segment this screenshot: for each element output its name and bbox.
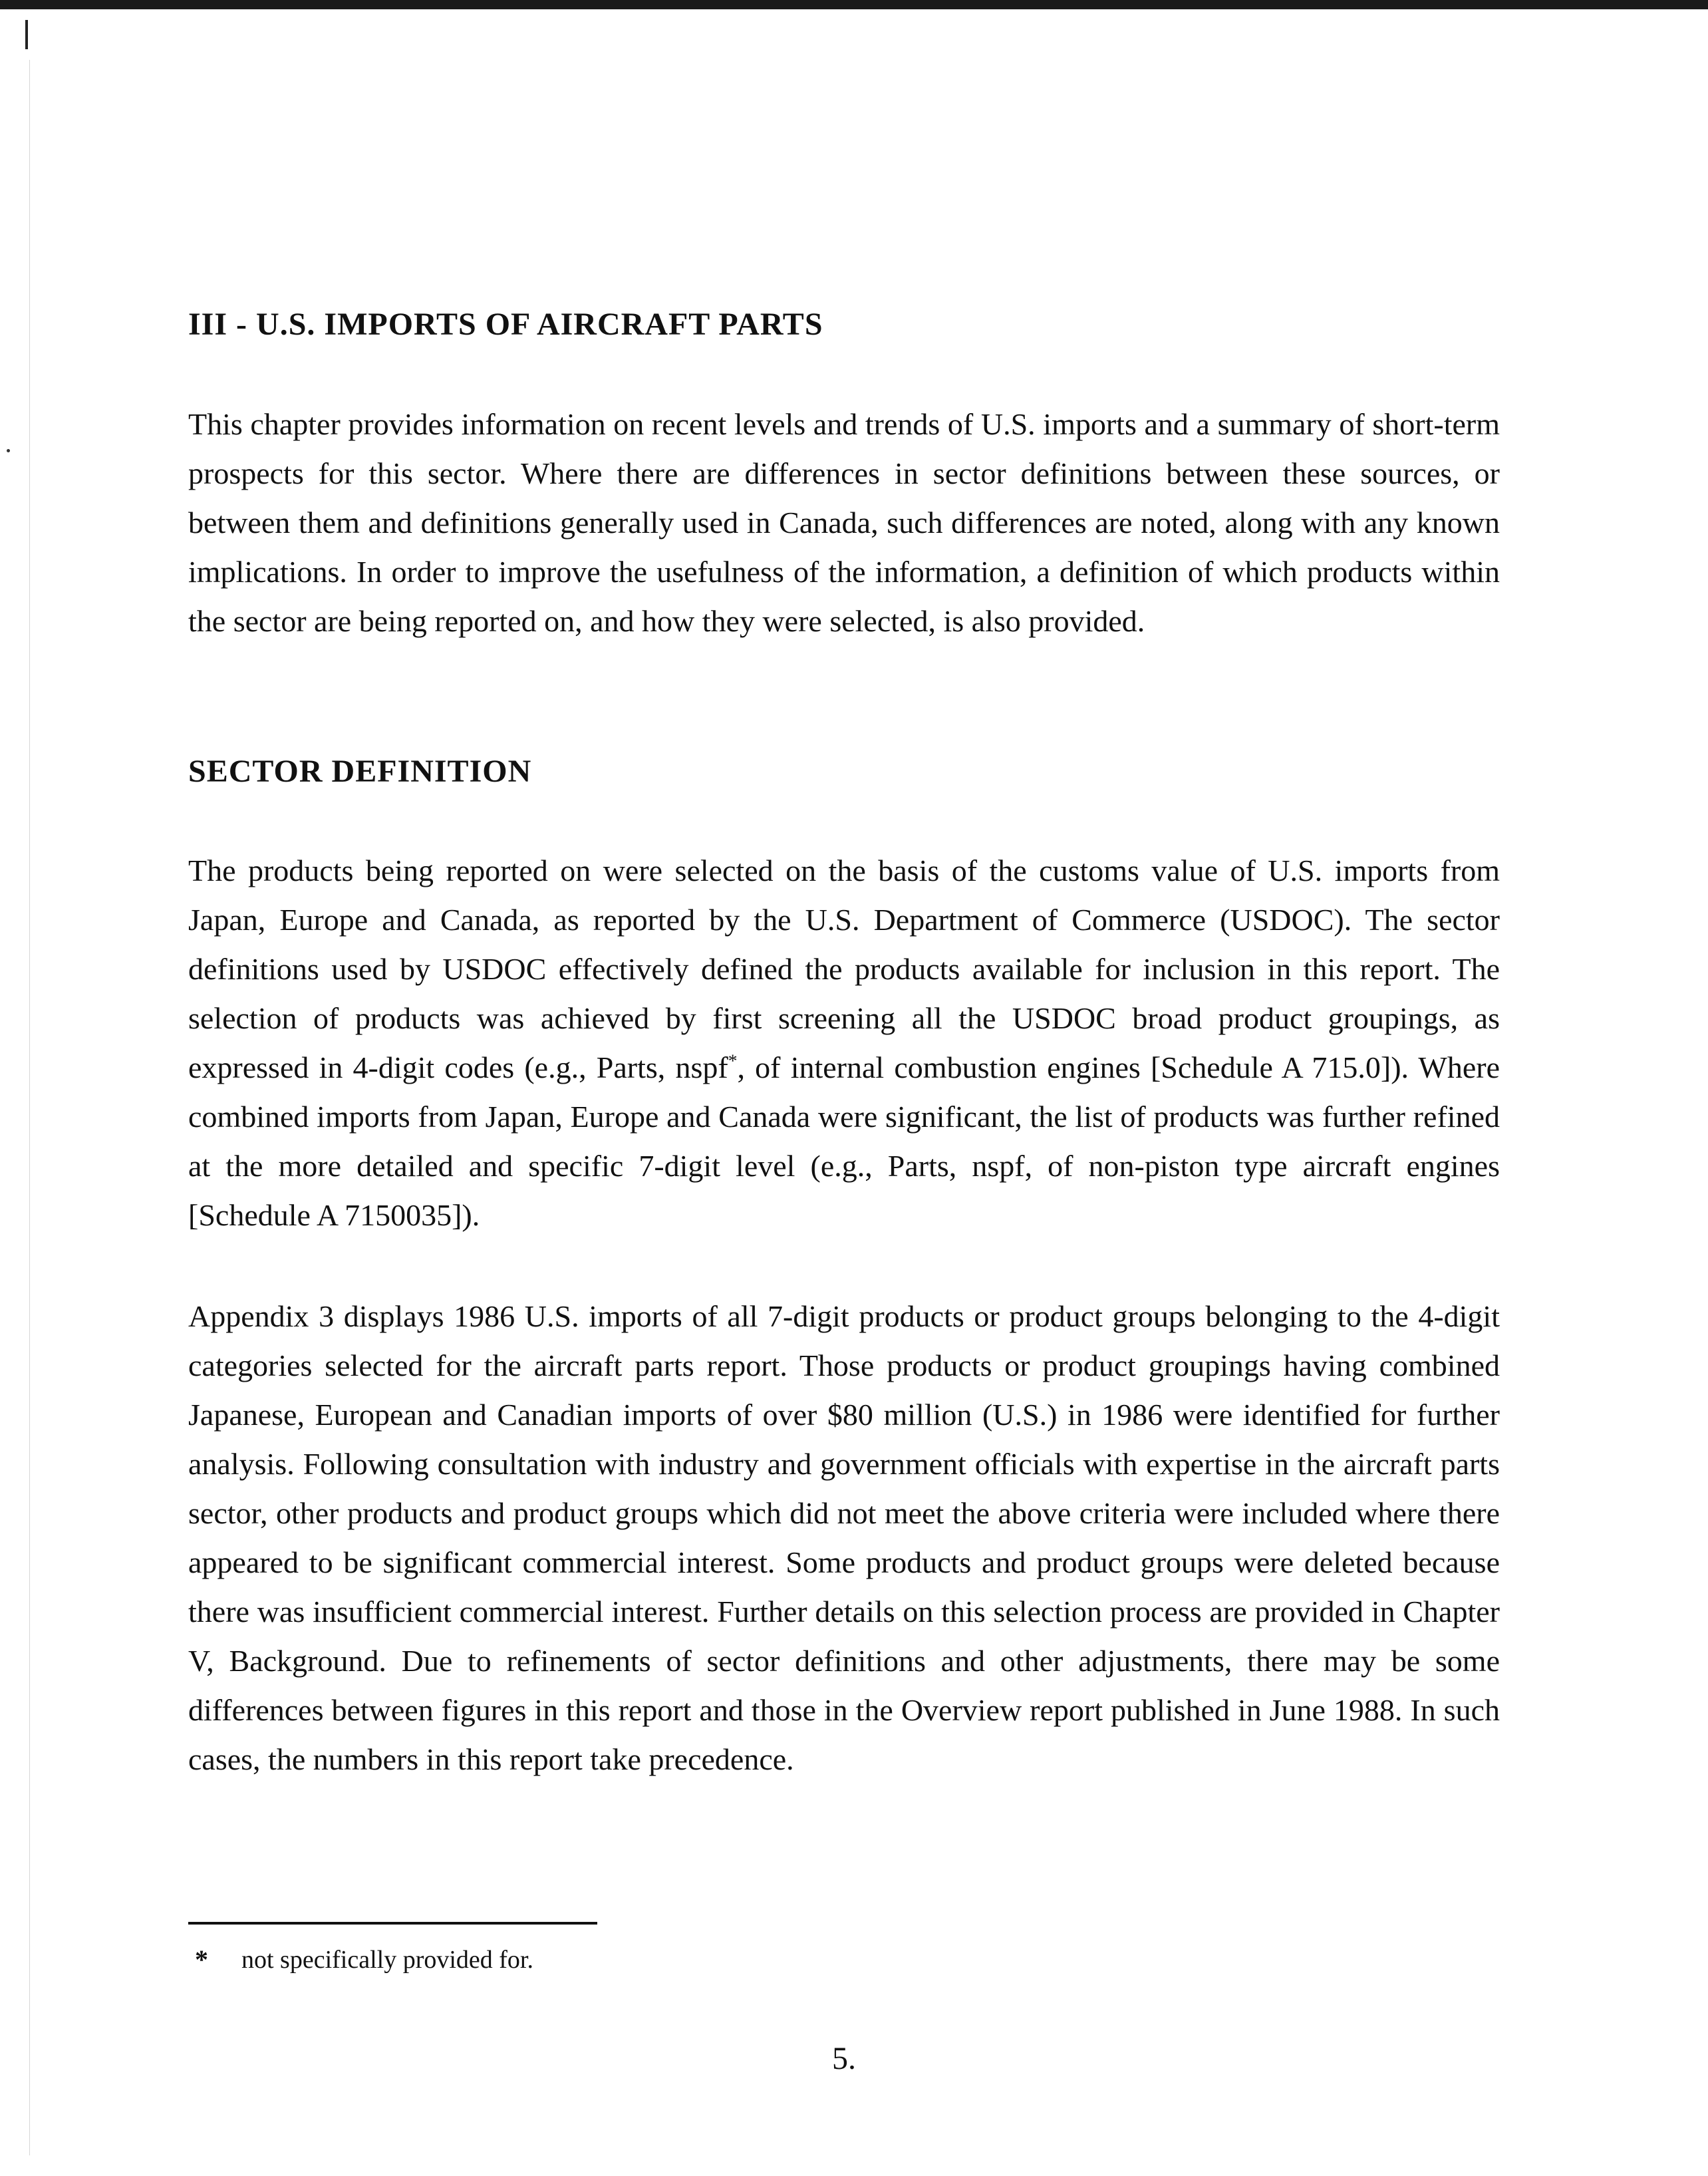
sector-paragraph-part-2: , of internal combustion engines [Schedule A 715.0]). Where combined imports from Japan, Europe and Canada were significant, the list of products was further refined at the more detailed and specific 7-digit level (e.g., Parts, nspf, of non-piston type aircraft engines [Schedule A 7150035]). (188, 1050, 1500, 1232)
scan-dot (7, 449, 10, 452)
footnote-rule (188, 1922, 597, 1925)
footnote-text: not specifically provided for. (241, 1946, 533, 1974)
appendix-paragraph: Appendix 3 displays 1986 U.S. imports of all 7-digit products or product groups belonging to the 4-digit categories selected for the aircraft parts report. Those products or product groupings having combined Japanese, European and Canadian imports of over $80 million (U.S.) in 1986 were identified for further analysis. Following consultation with industry and government officials with expertise in the aircraft parts sector, other products and product groups which did not meet the above criteria were included where there appeared to be significant commercial interest. Some products and product groups were deleted because there was insufficient commercial interest. Further details on this selection process are provided in Chapter V, Background. Due to refinements of sector definitions and other adjustments, there may be some differences between figures in this report and those in the Overview report published in June 1988. In such cases, the numbers in this report take precedence. (188, 1299, 1500, 1776)
footnote-reference: * (728, 1050, 738, 1071)
sector-definition-heading: SECTOR DEFINITION (188, 754, 532, 789)
scan-left-line (29, 60, 30, 2155)
scan-top-edge (0, 0, 1708, 9)
sector-paragraph-part-1: The products being reported on were selected on the basis of the customs value of U.S. imports from Japan, Europe and Canada, as reported by the U.S. Department of Commerce (USDOC). The sector definitions used by USDOC effectively defined the products available for inclusion in this report. The selection of products was achieved by first screening all the USDOC broad product groupings, as expressed in 4-digit codes (e.g., Parts, nspf (188, 854, 1500, 1084)
intro-paragraph: This chapter provides information on recent levels and trends of U.S. imports and a summary of short-term prospects for this sector. Where there are differences in sector definitions between these sources, or between them and definitions generally used in Canada, such differences are noted, along with any known implications. In order to improve the usefulness of the information, a definition of which products within the sector are being reported on, and how they were selected, is also provided. (188, 407, 1500, 638)
chapter-heading: III - U.S. IMPORTS OF AIRCRAFT PARTS (188, 307, 823, 342)
sector-paragraph (188, 846, 1500, 1240)
footnote-marker: * (195, 1944, 208, 1974)
page-number: 5. (832, 2041, 856, 2076)
scan-left-mark (25, 20, 28, 49)
